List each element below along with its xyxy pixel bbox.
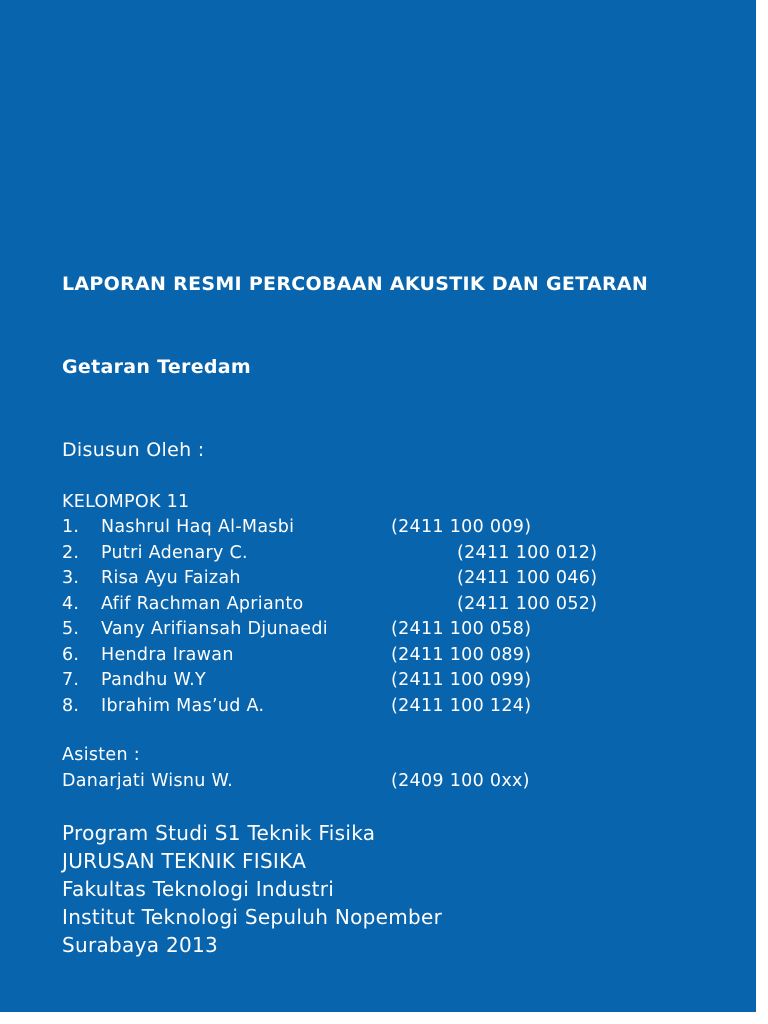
department: JURUSAN TEKNIK FISIKA: [62, 849, 307, 873]
member-name: Risa Ayu Faizah: [101, 568, 241, 588]
list-item: [62, 515, 682, 541]
member-list: [62, 515, 682, 719]
member-id: (2411 100 046): [457, 568, 598, 588]
member-id: (2411 100 089): [391, 644, 532, 665]
list-item: [62, 617, 682, 643]
member-id: (2411 100 124): [391, 695, 532, 716]
member-number: 1.: [62, 517, 80, 537]
faculty: Fakultas Teknologi Industri: [62, 877, 335, 901]
assistant-name: Danarjati Wisnu W.: [62, 771, 233, 791]
member-number: 7.: [62, 670, 80, 690]
member-name: Vany Arifiansah Djunaedi: [101, 619, 328, 639]
member-name: Ibrahim Mas’ud A.: [101, 695, 265, 716]
report-title: LAPORAN RESMI PERCOBAAN AKUSTIK DAN GETARAN: [62, 273, 649, 295]
list-item: [62, 694, 682, 720]
member-id: (2411 100 009): [391, 517, 532, 537]
member-number: 5.: [62, 619, 80, 639]
member-number: 8.: [62, 695, 80, 716]
member-name: Pandhu W.Y: [101, 670, 206, 690]
list-item: [62, 566, 682, 592]
city-year: Surabaya 2013: [62, 933, 219, 957]
institution-block: [62, 819, 442, 959]
member-id: (2411 100 052): [457, 593, 598, 614]
study-program: Program Studi S1 Teknik Fisika: [62, 821, 376, 845]
assistant-row: [62, 769, 682, 795]
compiled-by-label: Disusun Oleh :: [62, 439, 205, 461]
member-name: Nashrul Haq Al-Masbi: [101, 517, 295, 537]
list-item: [62, 668, 682, 694]
assistant-id: (2409 100 0xx): [391, 771, 530, 791]
assistant-label: Asisten :: [62, 745, 140, 765]
member-number: 6.: [62, 644, 80, 665]
member-number: 4.: [62, 593, 80, 614]
member-name: Hendra Irawan: [101, 644, 234, 665]
member-id: (2411 100 099): [391, 670, 532, 690]
university: Institut Teknologi Sepuluh Nopember: [62, 905, 443, 929]
member-id: (2411 100 058): [391, 619, 532, 639]
member-number: 2.: [62, 542, 80, 563]
group-label: KELOMPOK 11: [62, 492, 190, 512]
member-name: Afif Rachman Aprianto: [101, 593, 304, 614]
member-name: Putri Adenary C.: [101, 542, 248, 563]
list-item: [62, 592, 682, 618]
report-subtitle: Getaran Teredam: [62, 356, 252, 378]
member-id: (2411 100 012): [457, 542, 598, 563]
list-item: [62, 643, 682, 669]
list-item: [62, 541, 682, 567]
member-number: 3.: [62, 568, 80, 588]
